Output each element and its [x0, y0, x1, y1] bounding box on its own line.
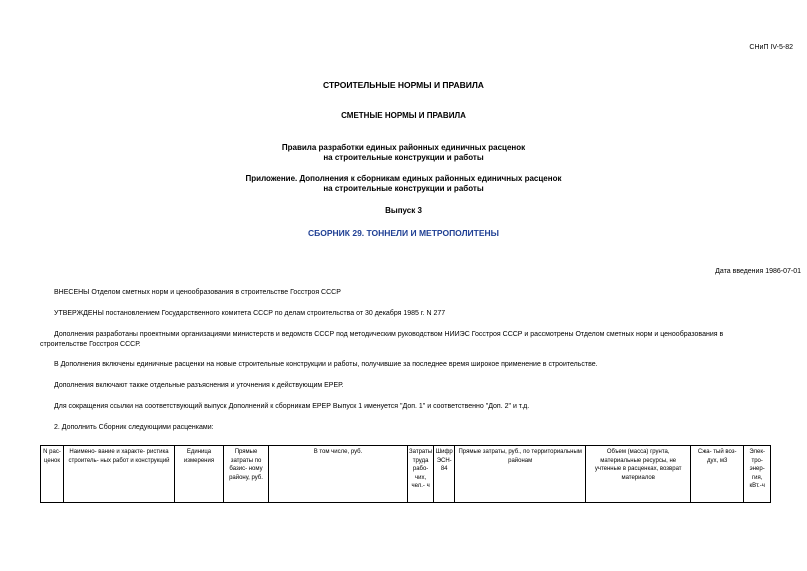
table-header-cell: Затраты труда рабо- чих, чел.- ч: [408, 446, 434, 503]
table-header-cell: Прямые затраты, руб., по территориальным районам: [455, 446, 586, 503]
paragraph-developed-line-2: строительстве Госстроя СССР.: [40, 341, 141, 348]
table-header-cell: Сжа- тый воз- дух, м3: [691, 446, 744, 503]
paragraph-developed: [40, 330, 804, 350]
rules-title-line-1: Правила разработки единых районных единичных расценок: [281, 143, 526, 152]
table-header-cell: Объем (масса) грунта, материальные ресурсы, не учтенные в расценках, возврат материалов: [586, 446, 691, 503]
paragraph-supplement: 2. Дополнить Сборник следующими расценками:: [54, 424, 214, 431]
paragraph-included: В Дополнения включены единичные расценки на новые строительные конструкции и работы, получившие за последнее время широкое применение в строительстве.: [54, 361, 598, 368]
table-header-row: [41, 446, 771, 503]
appendix-title: [0, 174, 807, 194]
table-header-cell: В том числе, руб.: [269, 446, 408, 503]
document-code: СНиП IV-5-82: [749, 44, 793, 51]
paragraph-clarifications: Дополнения включают также отдельные разъяснения и уточнения к действующим ЕРЕР.: [54, 382, 344, 389]
paragraph-references: Для сокращения ссылки на соответствующий выпуск Дополнений к сборникам ЕРЕР Выпуск 1 именуется "Доп. 1" и соответственно "Доп. 2" и т.д.: [54, 403, 530, 410]
table-header-cell: Единица измерения: [175, 446, 224, 503]
paragraph-introduced: ВНЕСЕНЫ Отделом сметных норм и ценообразования в строительстве Госстроя СССР: [54, 289, 341, 296]
table-header-cell: Наимено- вание и характе- ристика строитель- ных работ и конструкций: [64, 446, 175, 503]
sub-title: СМЕТНЫЕ НОРМЫ И ПРАВИЛА: [341, 111, 466, 120]
appendix-title-line-1: Приложение. Дополнения к сборникам единых районных единичных расценок: [245, 174, 562, 183]
paragraph-approved: УТВЕРЖДЕНЫ постановлением Государственного комитета СССР по делам строительства от 30 декабря 1985 г. N 277: [54, 310, 446, 317]
table-header-cell: Элек- тро- энер- гия, кВт.-ч: [744, 446, 771, 503]
collection-title: СБОРНИК 29. ТОННЕЛИ И МЕТРОПОЛИТЕНЫ: [308, 228, 499, 238]
table-header-cell: Шифр ЭСН- 84: [434, 446, 455, 503]
table-header-cell: Прямые затраты по базис- ному району, руб.: [224, 446, 269, 503]
appendix-title-line-2: на строительные конструкции и работы: [323, 184, 484, 193]
rules-title-line-2: на строительные конструкции и работы: [323, 153, 484, 162]
effective-date: Дата введения 1986-07-01: [715, 268, 801, 275]
table-header-cell: N рас- ценок: [41, 446, 64, 503]
main-title: СТРОИТЕЛЬНЫЕ НОРМЫ И ПРАВИЛА: [323, 80, 484, 90]
paragraph-developed-line-1: Дополнения разработаны проектными организациями министерств и ведомств СССР под методическим руководством НИИЭС Госстроя СССР и рассмотрены Отделом сметных норм и ценообразования в: [54, 331, 724, 338]
issue-title: Выпуск 3: [385, 206, 422, 215]
rates-table: [40, 445, 771, 503]
rules-title: [0, 143, 807, 163]
